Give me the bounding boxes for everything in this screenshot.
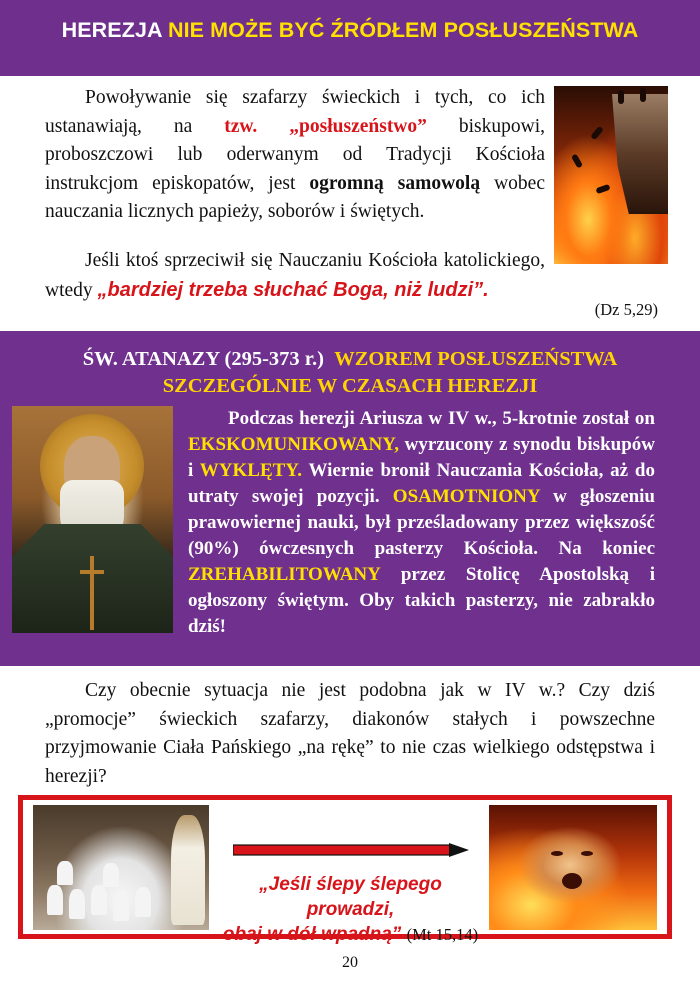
intro-highlight-red: tzw. „posłuszeństwo” [224, 115, 427, 137]
blind-leading-blind-quote [213, 872, 488, 947]
screaming-in-fire-photo [489, 805, 657, 930]
cross-icon-bar [80, 570, 104, 574]
intro-text-a: Powoływanie się szafarzy świeckich i tych, co ich ustanawiają, na [45, 87, 545, 137]
body-text-5: przez Stolicę Apostolską i ogłoszony świętym. Oby takich pasterzy, nie zabrakło dziś! [188, 564, 655, 637]
athanasius-body [188, 406, 655, 640]
cross-icon [90, 556, 94, 630]
highlight-cursed: WYKLĘTY. [199, 460, 303, 481]
cliff-shape [612, 94, 668, 214]
quote-line-1: „Jeśli ślepy ślepego prowadzi, [259, 874, 442, 920]
intro-bold: ogromną samowolą [309, 172, 481, 194]
falling-figure [590, 126, 604, 141]
falling-figure [571, 153, 583, 168]
second-text: Jeśli ktoś sprzeciwił się Nauczaniu Kościoła katolickiego, wtedy [45, 250, 545, 301]
highlight-isolated: OSAMOTNIONY [392, 486, 540, 507]
body-text-1: Podczas herezji Ariusza w IV w., 5-krotnie został on [228, 408, 655, 429]
saint-icon-image [12, 406, 173, 633]
kneeling-communion-photo [33, 805, 209, 930]
falling-figure [595, 184, 610, 194]
body-text-4: w głoszeniu prawowiernej nauki, był prześladowany przez większość (90%) ówczesnych pasterzy Kościoła. Na koniec [188, 486, 655, 559]
body-text-2: wyrzucony z synodu biskupów i [188, 434, 655, 481]
priest-figure [171, 815, 205, 925]
face-eye [581, 851, 593, 856]
kneeling-figure [47, 885, 63, 915]
kneeling-figure [91, 885, 107, 915]
kneeling-figure [113, 891, 129, 921]
heading-gold-line1: WZOREM POSŁUSZEŃSTWA [334, 348, 618, 370]
page-number: 20 [342, 954, 358, 971]
falling-figure [618, 90, 624, 104]
heading-gold-line2: SZCZEGÓLNIE W CZASACH HEREZJI [162, 375, 538, 397]
title-white: HEREZJA [61, 18, 162, 42]
quote-citation: (Mt 15,14) [406, 925, 479, 944]
header-band [0, 0, 700, 76]
intro-text-b: biskupowi, proboszczowi lub oderwanym od Tradycji Kościoła instrukcjom episkopatów, jest [45, 115, 545, 194]
question-paragraph: Czy obecnie sytuacja nie jest podobna jak w IV w.? Czy dziś „promocje” świeckich szafarzy, diakonów stałych i powszechne przyjmowanie Ciała Pańskiego „na rękę” to nie czas wielkiego odstępstwa i herezji? [45, 680, 655, 787]
kneeling-figure [135, 887, 151, 917]
intro-paragraph [45, 84, 545, 227]
kneeling-figure [69, 889, 85, 919]
athanasius-heading [0, 346, 700, 400]
kneeling-figure [57, 861, 73, 885]
hell-cliff-image [554, 86, 668, 264]
face-eye [551, 851, 563, 856]
bible-citation: (Dz 5,29) [594, 300, 658, 319]
falling-figure [640, 88, 646, 102]
second-paragraph [45, 247, 545, 305]
highlight-rehabilitated: ZREHABILITOWANY [188, 564, 381, 585]
highlight-excommunicated: EKSKOMUNIKOWANY, [188, 434, 399, 455]
body-text-3: Wiernie bronił Nauczania Kościoła, aż do utraty swojej pozycji. [188, 460, 655, 507]
heading-saint-name: ŚW. ATANAZY (295-373 r.) [82, 348, 324, 370]
bible-quote: „bardziej trzeba słuchać Boga, niż ludzi”. [97, 278, 489, 301]
title-yellow: NIE MOŻE BYĆ ŹRÓDŁEM POSŁUSZEŃSTWA [167, 18, 639, 42]
intro-text-c: wobec nauczania licznych papieży, soborów i świętych. [45, 172, 545, 222]
face-mouth [562, 873, 582, 889]
page-title [0, 18, 700, 43]
kneeling-figure [103, 863, 119, 887]
quote-line-2: obaj w dół wpadną” [222, 924, 402, 945]
arrow-right-icon [233, 843, 469, 857]
